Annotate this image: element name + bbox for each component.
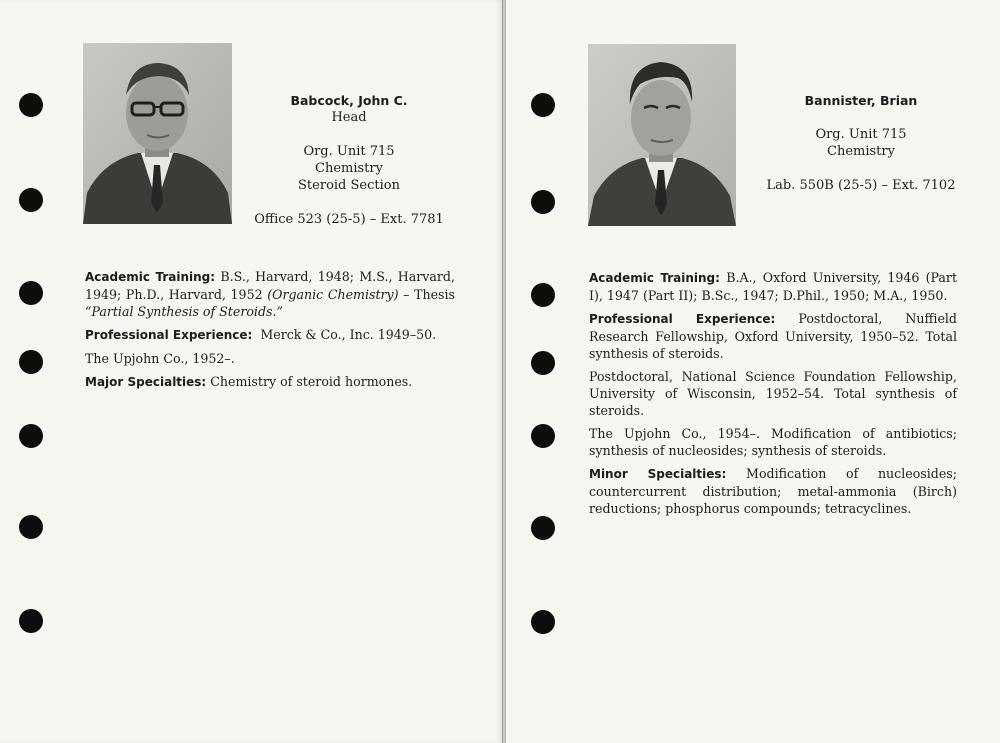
person-name: Babcock, John C.: [290, 93, 408, 108]
person-title: Head: [331, 110, 367, 125]
academic-thesis: “Partial Synthesis of Steroids.”: [85, 304, 283, 319]
binder-hole: [19, 515, 43, 539]
org-unit: Org. Unit 715: [303, 144, 395, 159]
department: Chemistry: [315, 161, 383, 176]
academic-label: Academic Training:: [85, 270, 216, 284]
specialties-label: Major Specialties:: [85, 375, 207, 389]
specialties-text: Chemistry of steroid hormones.: [210, 374, 413, 389]
portrait-photo-bannister: [588, 44, 736, 226]
header-bannister: [756, 92, 966, 194]
minor-specialties: [589, 465, 957, 517]
binder-hole: [531, 516, 555, 540]
major-specialties: [85, 373, 455, 391]
academic-text: B.A., Oxford University, 1946 (Part I), 1947 (Part II); B.Sc., 1947; D.Phil., 1950; M.A., 1950.: [589, 270, 958, 303]
org-unit: Org. Unit 715: [815, 127, 907, 142]
department: Chemistry: [827, 144, 895, 159]
professional-text: Merck & Co., Inc. 1949–50.: [260, 327, 437, 342]
binder-hole: [19, 188, 43, 212]
lab-location: Lab. 550B (25-5) – Ext. 7102: [766, 178, 956, 193]
binder-hole: [19, 93, 43, 117]
binder-hole: [19, 350, 43, 374]
professional-label: Professional Experience:: [589, 312, 776, 326]
section: Steroid Section: [298, 178, 400, 193]
person-name: Bannister, Brian: [804, 93, 918, 108]
academic-text: B.S., Harvard, 1948; M.S., Harvard, 1949; Ph.D., Harvard, 1952: [85, 269, 455, 302]
academic-field: (Organic Chemistry): [267, 287, 399, 302]
binder-hole: [531, 610, 555, 634]
academic-training: [85, 268, 455, 320]
header-babcock: [246, 92, 452, 228]
binder-hole: [19, 281, 43, 305]
academic-label: Academic Training:: [589, 271, 720, 285]
specialties-label: Minor Specialties:: [589, 467, 727, 481]
binder-hole: [531, 351, 555, 375]
binder-hole: [531, 93, 555, 117]
binder-hole: [19, 609, 43, 633]
right-page: [506, 0, 1000, 743]
binder-hole: [531, 190, 555, 214]
portrait-photo-babcock: [83, 43, 232, 224]
office-location: Office 523 (25-5) – Ext. 7781: [254, 212, 444, 227]
bio-babcock: [85, 268, 455, 397]
professional-text: Postdoctoral, Nuffield Research Fellowship, Oxford University, 1950–52. Total synthesis of steroids.: [589, 311, 957, 361]
bio-bannister: [589, 269, 957, 523]
binder-hole: [531, 283, 555, 307]
experience-entry: The Upjohn Co., 1952–.: [85, 351, 235, 366]
specialties-text: Modification of nucleosides; countercurrent distribution; metal-ammonia (Birch) reductions; phosphorus compounds; tetracyclines.: [589, 466, 957, 516]
professional-experience: [85, 326, 455, 344]
experience-entry: Postdoctoral, National Science Foundation Fellowship, University of Wisconsin, 1952–54. Total synthesis of steroids.: [589, 369, 957, 418]
professional-label: Professional Experience:: [85, 328, 253, 342]
academic-thesis-prefix: – Thesis: [398, 287, 455, 302]
academic-training: [589, 269, 957, 304]
experience-entry: The Upjohn Co., 1954–. Modification of antibiotics; synthesis of nucleosides; synthesis of steroids.: [589, 426, 957, 458]
binder-hole: [19, 424, 43, 448]
binder-hole: [531, 424, 555, 448]
professional-experience: [589, 310, 957, 362]
